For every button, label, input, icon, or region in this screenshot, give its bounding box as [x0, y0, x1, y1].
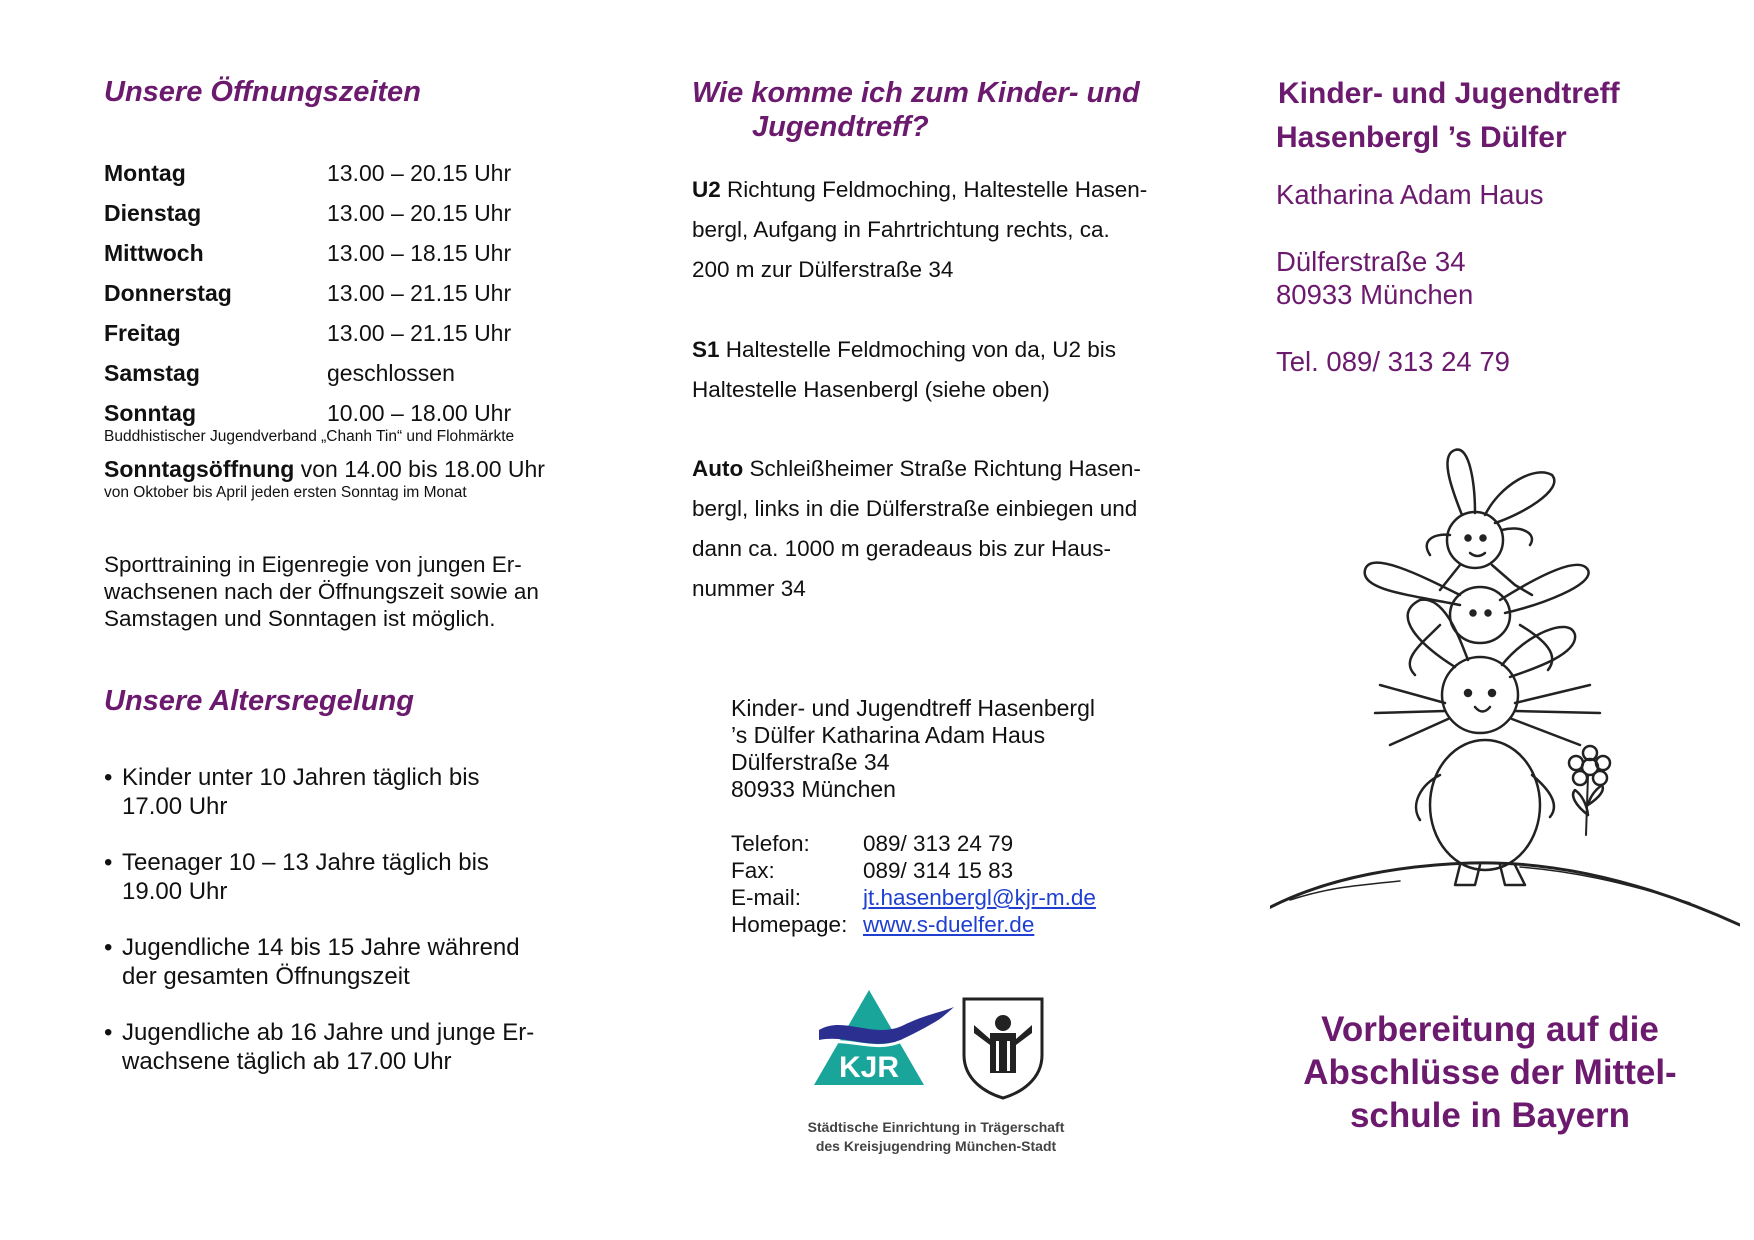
sunday-opening-note: von Oktober bis April jeden ersten Sonntag im Monat: [104, 484, 467, 501]
day-label: Samstag: [104, 360, 200, 386]
text-line: bergl, links in die Dülferstraße einbiegen und: [692, 496, 1138, 521]
phone-value: 089/ 313 24 79: [863, 831, 1014, 856]
text-line: schule in Bayern: [1349, 1096, 1631, 1135]
brand-title-line2: Hasenbergl ’s Dülfer: [1276, 121, 1567, 154]
text-line: Schleißheimer Straße Richtung Hasen-: [743, 456, 1141, 481]
text-line: Haltestelle Hasenbergl (siehe oben): [692, 377, 1050, 402]
munich-coat-of-arms-icon: [960, 995, 1046, 1101]
text-line: Richtung Feldmoching, Haltestelle Hasen-: [720, 177, 1148, 202]
directions-auto: [692, 449, 1162, 609]
email-link[interactable]: jt.hasenbergl@kjr-m.de: [863, 885, 1096, 910]
city: 80933 München: [1276, 279, 1474, 310]
text-line: des Kreisjugendring München-Stadt: [815, 1138, 1057, 1154]
text-line: ’s Dülfer Katharina Adam Haus: [731, 722, 1046, 748]
text-line: nummer 34: [692, 576, 806, 601]
address-block: [731, 695, 1095, 803]
middle-panel: [692, 0, 1172, 1240]
time-value: 13.00 – 21.15 Uhr: [327, 280, 512, 306]
text-line: Haltestelle Feldmoching von da, U2 bis: [719, 337, 1116, 362]
age-heading: Unsere Altersregelung: [104, 685, 414, 717]
program-footer: [1270, 1008, 1710, 1137]
time-value: 10.00 – 18.00 Uhr: [327, 400, 512, 426]
text-line: Jugendliche ab 16 Jahre und junge Er-: [122, 1019, 535, 1046]
text-line: 80933 München: [731, 776, 896, 802]
rabbits-illustration: [1270, 445, 1740, 945]
day-label: Sonntag: [104, 400, 196, 426]
text-line: wachsenen nach der Öffnungszeit sowie an: [104, 579, 539, 604]
brand-title-line1: Kinder- und Jugendtreff: [1278, 77, 1620, 110]
directions-s1: [692, 330, 1162, 410]
sunday-opening-time: von 14.00 bis 18.00 Uhr: [294, 456, 545, 482]
logo-caption: [776, 1118, 1096, 1156]
fax-value: 089/ 314 15 83: [863, 858, 1014, 883]
text-line: 19.00 Uhr: [122, 878, 228, 905]
heading-line: Jugendtreff?: [752, 111, 929, 143]
time-value: 13.00 – 21.15 Uhr: [327, 320, 512, 346]
bullet-icon: •: [104, 934, 113, 961]
day-label: Donnerstag: [104, 280, 232, 306]
text-line: Teenager 10 – 13 Jahre täglich bis: [122, 849, 489, 876]
sport-training-text: [104, 551, 574, 632]
directions-heading: [692, 76, 1140, 144]
text-line: Dülferstraße 34: [731, 749, 890, 775]
text-line: Kinder unter 10 Jahren täglich bis: [122, 764, 480, 791]
text-line: Kinder- und Jugendtreff Hasenbergl: [731, 695, 1095, 721]
u2-label: U2: [692, 177, 721, 202]
hours-heading: Unsere Öffnungszeiten: [104, 76, 421, 108]
contact-key: Homepage:: [731, 912, 848, 937]
text-line: 200 m zur Dülferstraße 34: [692, 257, 954, 282]
text-line: 17.00 Uhr: [122, 793, 228, 820]
bullet-icon: •: [104, 849, 113, 876]
text-line: Vorbereitung auf die: [1321, 1010, 1659, 1049]
street: Dülferstraße 34: [1276, 246, 1466, 277]
text-line: Samstagen und Sonntagen ist möglich.: [104, 606, 496, 631]
day-label: Freitag: [104, 320, 181, 346]
kjr-logo-text: KJR: [838, 1051, 900, 1084]
sunday-opening-label: Sonntagsöffnung: [104, 456, 295, 482]
day-label: Mittwoch: [104, 240, 204, 266]
text-line: Sporttraining in Eigenregie von jungen Er-: [104, 552, 522, 577]
sunday-note: Buddhistischer Jugendverband „Chanh Tin“ und Flohmärkte: [104, 428, 515, 445]
text-line: Jugendliche 14 bis 15 Jahre während: [122, 934, 520, 961]
time-value: geschlossen: [327, 360, 455, 386]
text-line: Abschlüsse der Mittel-: [1303, 1053, 1677, 1092]
text-line: der gesamten Öffnungszeit: [122, 963, 410, 990]
left-panel: [104, 0, 624, 1240]
text-line: wachsene täglich ab 17.00 Uhr: [122, 1048, 452, 1075]
text-line: bergl, Aufgang in Fahrtrichtung rechts, ca.: [692, 217, 1110, 242]
heading-line: Wie komme ich zum Kinder- und: [692, 77, 1140, 109]
contact-key: E-mail:: [731, 885, 802, 910]
time-value: 13.00 – 20.15 Uhr: [327, 200, 512, 226]
day-label: Montag: [104, 160, 186, 186]
bullet-icon: •: [104, 764, 113, 791]
contact-key: Fax:: [731, 858, 775, 883]
time-value: 13.00 – 20.15 Uhr: [327, 160, 512, 186]
day-label: Dienstag: [104, 200, 202, 226]
telephone: Tel. 089/ 313 24 79: [1276, 346, 1510, 377]
homepage-link[interactable]: www.s-duelfer.de: [863, 912, 1035, 937]
directions-u2: [692, 170, 1162, 290]
auto-label: Auto: [692, 456, 744, 481]
kjr-logo: [804, 985, 954, 1100]
sunday-opening: [104, 456, 545, 483]
text-line: dann ca. 1000 m geradeaus bis zur Haus-: [692, 536, 1111, 561]
s1-label: S1: [692, 337, 720, 362]
time-value: 13.00 – 18.15 Uhr: [327, 240, 512, 266]
contact-key: Telefon:: [731, 831, 810, 856]
right-panel: [1270, 0, 1754, 1240]
bullet-icon: •: [104, 1019, 113, 1046]
house-name: Katharina Adam Haus: [1276, 179, 1544, 210]
text-line: Städtische Einrichtung in Trägerschaft: [807, 1119, 1065, 1135]
